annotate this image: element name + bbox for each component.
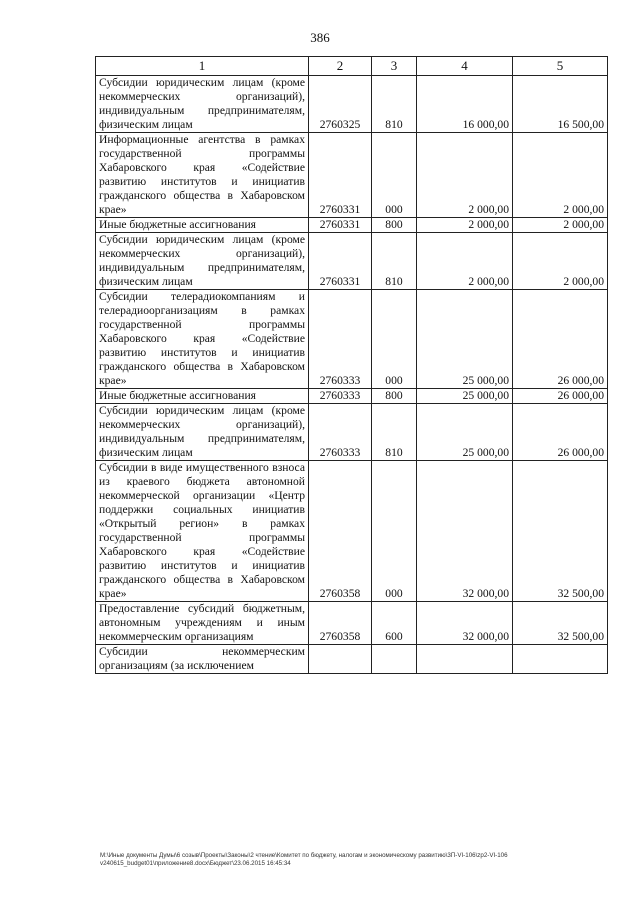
table-row (96, 218, 608, 233)
file-path-footer: М:\Иные документы Думы\6 созыв\Проекты\Законы\2 чтение\Комитет по бюджету, налогам и экономическому развитию\3П-VI-106\zp2-VI-106 v240615_budget01\приложение8.docx\Бюджет\23.06.2015 16:45:34 (100, 852, 508, 867)
header-col-1: 1 (96, 57, 309, 76)
row-sum-1: 25 000,00 (417, 389, 513, 404)
row-name: Субсидии телерадиокомпаниям и телерадиоорганизациям в рамках государственной программы Хабаровского края «Содействие развитию институтов и инициатив гражданского общества в Хабаровском крае» (96, 290, 309, 389)
table-row (96, 461, 608, 602)
row-name: Субсидии в виде имущественного взноса из краевого бюджета автономной некоммерческой организации «Центр поддержки социальных инициатив «Открытый регион» в рамках государственной программы Хабаровского края «Содействие развитию институтов и инициатив гражданского общества в Хабаровском крае» (96, 461, 309, 602)
table-row (96, 602, 608, 645)
row-sum-1: 2 000,00 (417, 218, 513, 233)
row-name: Субсидии юридическим лицам (кроме некоммерческих организаций), индивидуальным предпринимателям, физическим лицам (96, 233, 309, 290)
row-sum-2: 16 500,00 (513, 76, 608, 133)
row-sum-2: 26 000,00 (513, 404, 608, 461)
row-sum-2: 32 500,00 (513, 602, 608, 645)
page-number: 386 (310, 30, 330, 45)
table-row (96, 404, 608, 461)
table-header-row (96, 57, 608, 76)
table-row (96, 389, 608, 404)
row-csr-code: 2760358 (309, 602, 372, 645)
row-vr-code: 800 (372, 389, 417, 404)
header-col-5: 5 (513, 57, 608, 76)
table-row (96, 645, 608, 674)
row-sum-1: 25 000,00 (417, 404, 513, 461)
row-csr-code: 2760325 (309, 76, 372, 133)
table-row (96, 290, 608, 389)
table-row (96, 133, 608, 218)
row-csr-code: 2760333 (309, 389, 372, 404)
row-sum-2: 26 000,00 (513, 389, 608, 404)
row-name: Иные бюджетные ассигнования (96, 389, 309, 404)
row-sum-2: 2 000,00 (513, 233, 608, 290)
row-vr-code: 800 (372, 218, 417, 233)
header-col-4: 4 (417, 57, 513, 76)
row-name: Предоставление субсидий бюджетным, автономным учреждениям и иным некоммерческим организациям (96, 602, 309, 645)
row-vr-code: 000 (372, 133, 417, 218)
row-vr-code: 000 (372, 461, 417, 602)
header-col-3: 3 (372, 57, 417, 76)
row-name: Иные бюджетные ассигнования (96, 218, 309, 233)
row-vr-code: 810 (372, 233, 417, 290)
row-csr-code (309, 645, 372, 674)
row-name: Субсидии некоммерческим организациям (за исключением (96, 645, 309, 674)
row-name: Субсидии юридическим лицам (кроме некоммерческих организаций), индивидуальным предпринимателям, физическим лицам (96, 76, 309, 133)
row-csr-code: 2760333 (309, 404, 372, 461)
row-sum-2: 2 000,00 (513, 218, 608, 233)
row-vr-code (372, 645, 417, 674)
row-csr-code: 2760331 (309, 218, 372, 233)
row-csr-code: 2760331 (309, 133, 372, 218)
row-name: Субсидии юридическим лицам (кроме некоммерческих организаций), индивидуальным предпринимателям, физическим лицам (96, 404, 309, 461)
budget-table (95, 56, 608, 674)
row-sum-1: 32 000,00 (417, 602, 513, 645)
row-vr-code: 000 (372, 290, 417, 389)
table-row (96, 76, 608, 133)
row-vr-code: 810 (372, 404, 417, 461)
row-sum-1: 16 000,00 (417, 76, 513, 133)
row-vr-code: 810 (372, 76, 417, 133)
table-row (96, 233, 608, 290)
row-csr-code: 2760333 (309, 290, 372, 389)
row-sum-1: 2 000,00 (417, 133, 513, 218)
row-name: Информационные агентства в рамках государственной программы Хабаровского края «Содействие развитию институтов и инициатив гражданского общества в Хабаровском крае» (96, 133, 309, 218)
row-vr-code: 600 (372, 602, 417, 645)
header-col-2: 2 (309, 57, 372, 76)
row-sum-2 (513, 645, 608, 674)
row-sum-1: 25 000,00 (417, 290, 513, 389)
row-csr-code: 2760331 (309, 233, 372, 290)
row-sum-2: 26 000,00 (513, 290, 608, 389)
row-sum-2: 32 500,00 (513, 461, 608, 602)
row-sum-1 (417, 645, 513, 674)
row-csr-code: 2760358 (309, 461, 372, 602)
row-sum-1: 32 000,00 (417, 461, 513, 602)
row-sum-1: 2 000,00 (417, 233, 513, 290)
row-sum-2: 2 000,00 (513, 133, 608, 218)
